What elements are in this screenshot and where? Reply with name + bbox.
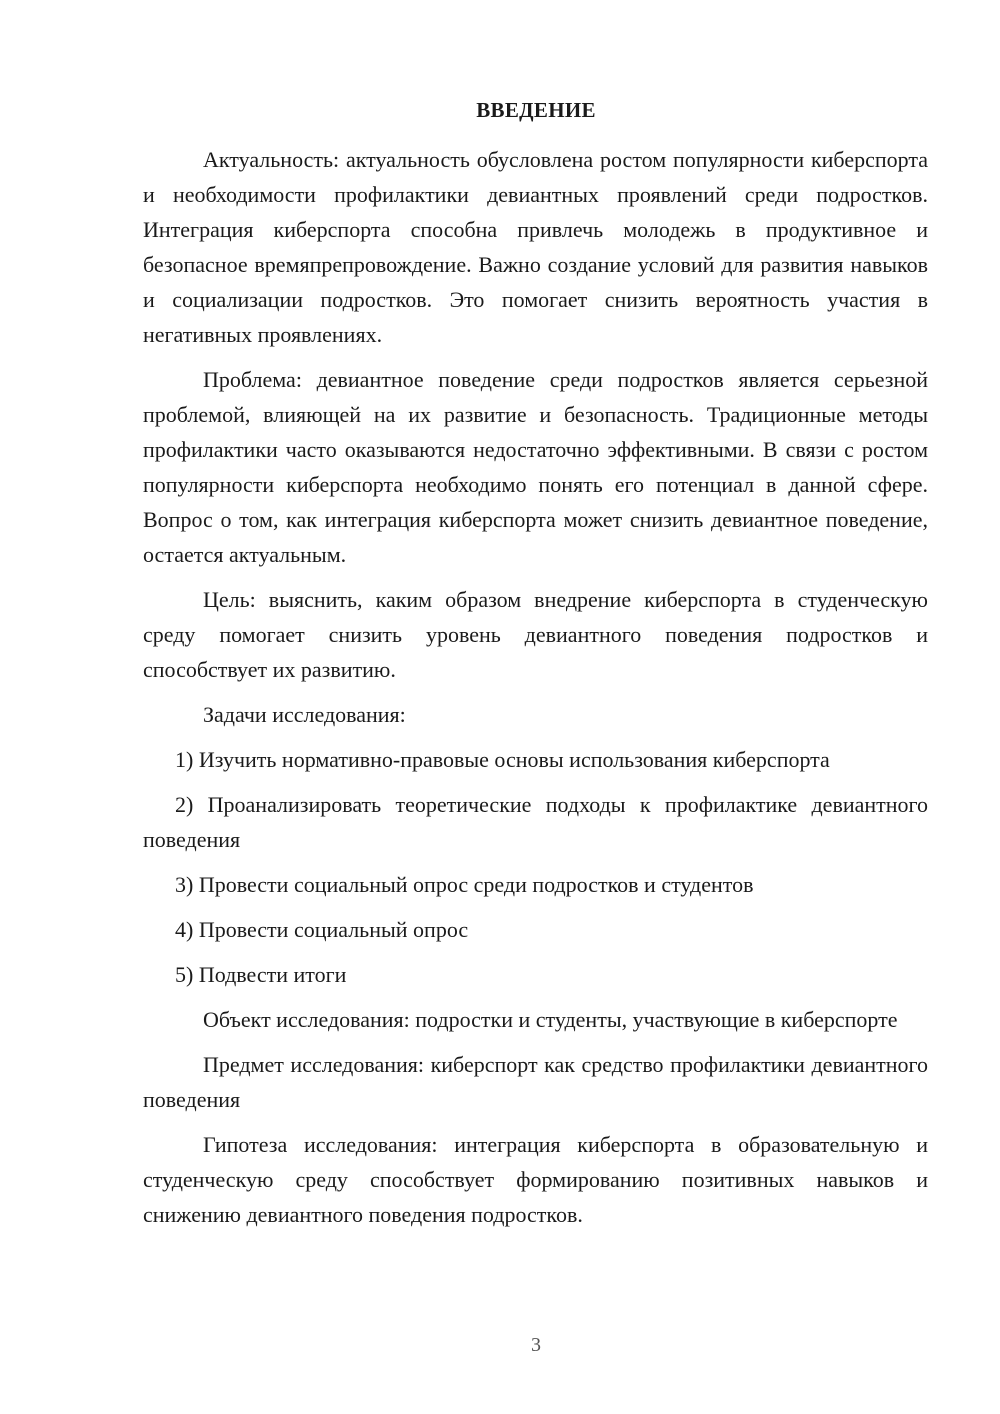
task-item-4: 4) Провести социальный опрос xyxy=(175,917,469,942)
task-item-1: 1) Изучить нормативно-правовые основы использования киберспорта xyxy=(175,747,830,772)
paragraph-hypothesis: Гипотеза исследования: интеграция киберспорта в образовательную и студенческую среду способствует формированию позитивных навыков и снижению девиантного поведения подростков. xyxy=(143,1132,928,1227)
section-title: ВВЕДЕНИЕ xyxy=(476,98,596,122)
paragraph-problem: Проблема: девиантное поведение среди подростков является серьезной проблемой, влияющей на их развитие и безопасность. Традиционные методы профилактики часто оказываются недостаточно эффективными. В связи с ростом популярности киберспорта необходимо понять его потенциал в данной сфере. Вопрос о том, как интеграция киберспорта может снизить девиантное поведение, остается актуальным. xyxy=(143,367,928,567)
page-number: 3 xyxy=(531,1334,541,1356)
task-item-3: 3) Провести социальный опрос среди подростков и студентов xyxy=(175,872,754,897)
paragraph-subject: Предмет исследования: киберспорт как средство профилактики девиантного поведения xyxy=(143,1052,928,1112)
task-item-2: 2) Проанализировать теоретические подходы к профилактике девиантного поведения xyxy=(143,792,928,852)
paragraph-relevance: Актуальность: актуальность обусловлена ростом популярности киберспорта и необходимости профилактики девиантных проявлений среди подростков. Интеграция киберспорта способна привлечь молодежь в продуктивное и безопасное времяпрепровождение. Важно создание условий для развития навыков и социализации подростков. Это помогает снизить вероятность участия в негативных проявлениях. xyxy=(143,147,928,347)
task-item-5: 5) Подвести итоги xyxy=(175,962,347,987)
paragraph-object: Объект исследования: подростки и студенты, участвующие в киберспорте xyxy=(203,1007,898,1032)
paragraph-goal: Цель: выяснить, каким образом внедрение киберспорта в студенческую среду помогает снизить уровень девиантного поведения подростков и способствует их развитию. xyxy=(143,587,928,682)
paragraph-tasks-heading: Задачи исследования: xyxy=(203,702,406,727)
document-body xyxy=(143,142,928,1232)
